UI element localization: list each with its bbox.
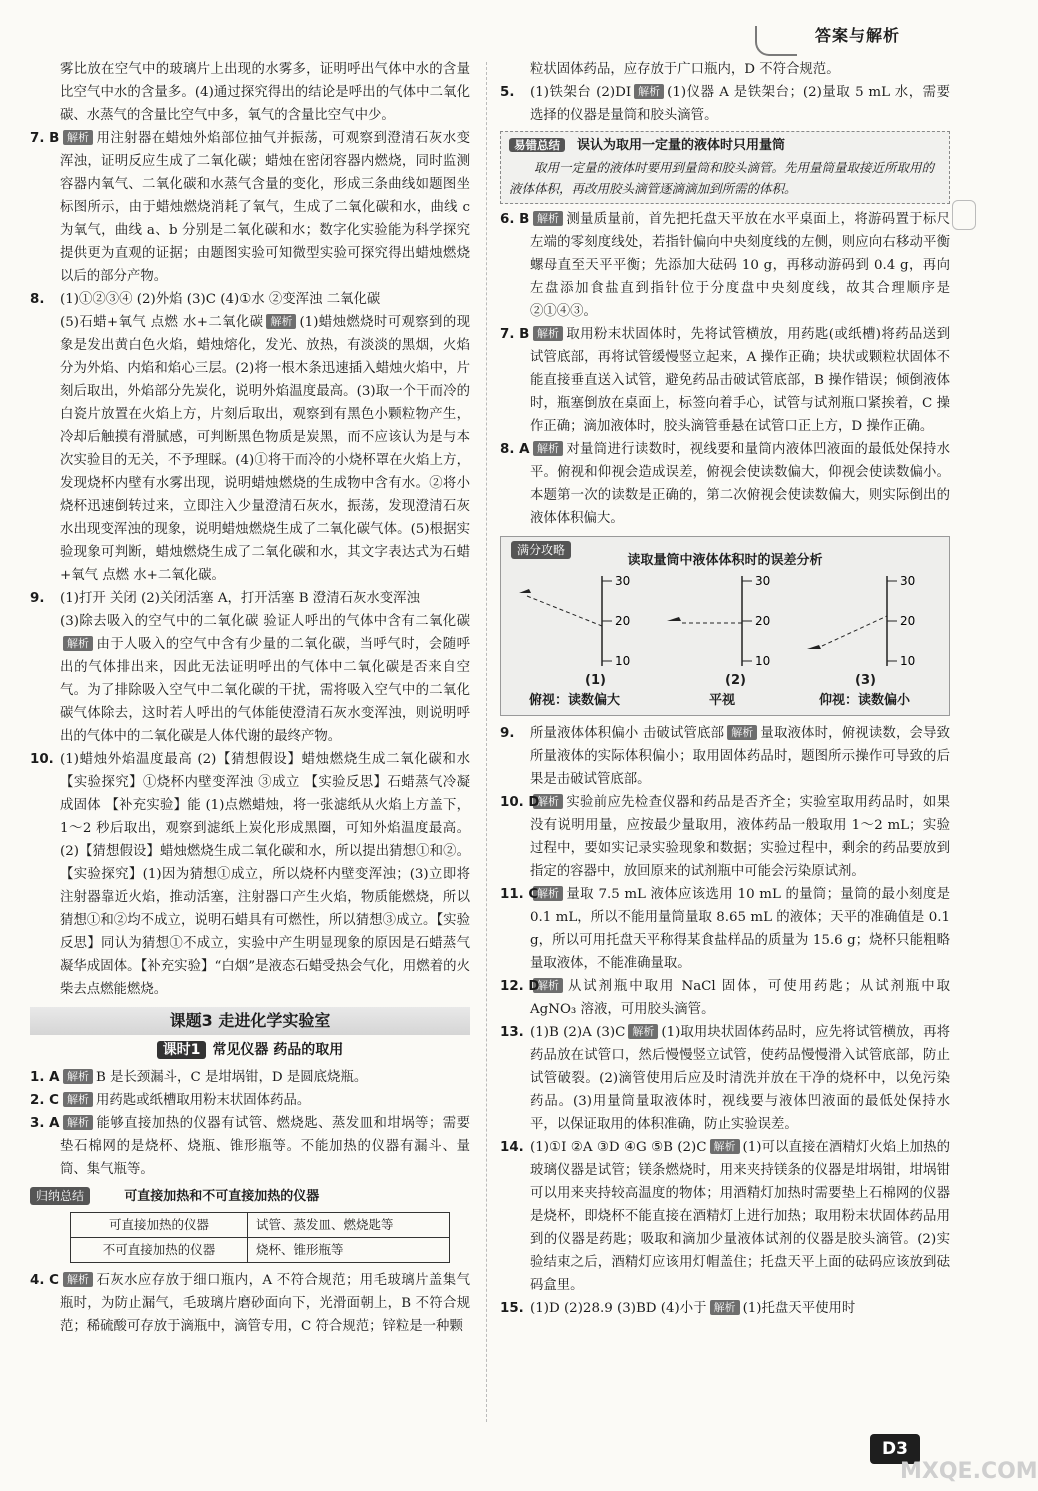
item-text: (1)蜡烛燃烧时可观察到的现象是发出黄白色火焰，蜡烛熔化，发光、放热，有淡淡的黑烟，火焰分为外焰、内焰和焰心三层。(2)将一根木条迅速插入蜡烛火焰中，片刻后取出，外焰部分先炭化，说明外焰温度最高。(3)取一个干而冷的白瓷片放置在火焰上方，片刻后取出，观察到有黑色小颗粒物产生，冷却后触摸有滑腻感，可判断黑色物质是炭黑，而不应该认为是与本次实验目的无关，不予理睬。(4)①将干而冷的小烧杯罩在火焰上方，发现烧杯内壁有水雾出现，说明蜡烛燃烧的生成物中含有水。②将小烧杯迅速倒转过来，立即注入少量澄清石灰水，振荡，发现澄清石灰水出现变浑浊的现象，说明蜡烛燃烧生成了二氧化碳气体。(5)根据实验现象可判断，蜡烛燃烧生成了二氧化碳和水，其文字表达式为石蜡+氧气 点燃 水+二氧化碳。	[60, 315, 471, 583]
answer-item	[500, 438, 950, 530]
answer-item	[500, 883, 950, 975]
tick-label: 10	[755, 654, 771, 668]
item-number: 13.	[500, 1025, 524, 1040]
answer-item	[30, 1066, 470, 1089]
pen-decoration-icon	[952, 200, 976, 230]
instrument-table	[70, 1212, 450, 1263]
tick-label: 10	[615, 654, 631, 668]
item-text: (1)蜡烛外焰温度最高 (2)【猜想假设】蜡烛燃烧生成二氧化碳和水 【实验探究】①烧杯内壁变浑浊 ③成立 【实验反思】石蜡蒸气冷凝成固体 【补充实验】能 (1)点燃蜡烛，将一张滤纸从火焰上方盖下，1～2 秒后取出，观察到滤纸上炭化形成黑圈，可知外焰温度最高。(2)【猜想假设】蜡烛燃烧生成二氧化碳和水，所以提出猜想①和②。【实验探究】(1)因为猜想①成立，所以烧杯内壁变浑浊；(3)立即将注射器靠近火焰，推动活塞，注射器口产生火焰，物质能燃烧，所以猜想①和②均不成立，说明石蜡具有可燃性，所以猜想③成立。【实验反思】同认为猜想①不成立，实验中产生明显现象的原因是石蜡蒸气凝华成固体。【补充实验】“白烟”是液态石蜡受热会气化，用燃着的火柴去点燃能燃烧。	[60, 752, 470, 997]
item-number: 15.	[500, 1301, 524, 1316]
item-text: 能够直接加热的仪器有试管、燃烧匙、蒸发皿和坩埚等；需要垫石棉网的是烧杯、烧瓶、锥形瓶等。不能加热的仪器有漏斗、量筒、集气瓶等。	[60, 1116, 470, 1177]
analysis-tag: 解析	[710, 1300, 740, 1315]
item-text: 取用粉末状固体时，先将试管横放，用药匙(或纸槽)将药品送到试管底部，再将试管缓慢竖立起来，A 操作正确；块状或颗粒状固体不能直接垂直送入试管，避免药品击破试管底部，B 操作错误；倾倒液体时，瓶塞倒放在桌面上，标签向着手心，试管与试剂瓶口紧挨着，C 操作正确；滴加液体时，胶头滴管垂悬在试管口正上方，D 操作正确。	[530, 327, 950, 434]
answer-item	[30, 587, 470, 748]
answer-item	[500, 975, 950, 1021]
item-text: (1)可以直接在酒精灯火焰上加热的玻璃仪器是试管；镁条燃烧时，用来夹持镁条的仪器是坩埚钳，坩埚钳可以用来夹持较高温度的物体；用酒精灯加热时需要垫上石棉网的仪器是烧杯，即烧杯不能直接在酒精灯上进行加热；取用粉末状固体药品用到的仪器是药匙；吸取和滴加少量液体试剂的仪器是胶头滴管。(2)实验结束之后，酒精灯应该用灯帽盖住；托盘天平上面的砝码应该放到砝码盒里。	[530, 1140, 950, 1293]
analysis-tag: 解析	[63, 1092, 93, 1107]
figure-number: (1)	[585, 673, 606, 688]
figure-label: 满分攻略	[511, 541, 571, 559]
item-text: (1)托盘天平使用时	[742, 1301, 856, 1316]
table-cell: 试管、蒸发皿、燃烧匙等	[248, 1213, 450, 1238]
analysis-tag: 解析	[63, 130, 93, 145]
answer-item	[500, 1297, 950, 1320]
tick-label: 20	[755, 614, 771, 628]
item-answer: (1)D (2)28.9 (3)BD (4)小于	[530, 1301, 707, 1316]
answer-item	[500, 323, 950, 438]
cylinder-1	[519, 574, 630, 668]
answer-item	[500, 1021, 950, 1136]
analysis-tag: 解析	[63, 636, 93, 651]
item-answer: (5)石蜡+氧气 点燃 水+二氧化碳	[60, 315, 264, 330]
item-text: 由于人吸入的空气中含有少量的二氧化碳，当呼气时，会随呼出的气体排出来，因此无法证明呼出的气体中二氧化碳是否来自空气。为了排除吸入空气中二氧化碳的干扰，需将吸入空气中的二氧化碳气体除去，这时若人呼出的气体能使澄清石灰水变浑浊，则说明呼出的气体中的二氧化碳是人体代谢的最终产物。	[60, 637, 470, 744]
eye-icon	[519, 589, 531, 593]
item-number: 11. C	[500, 887, 539, 902]
header-title: 答案与解析	[815, 26, 901, 45]
table-row	[71, 1213, 450, 1238]
item-text: 量取 7.5 mL 液体应该选用 10 mL 的量筒；量筒的最小刻度是 0.1 mL，所以不能用量筒量取 8.65 mL 的液体；天平的准确值是 0.1 g，所以可用托盘天平称得某食盐样品的质量为 15.6 g；烧杯只能粗略量取液体，不能准确量取。	[530, 887, 950, 971]
analysis-tag: 解析	[63, 1069, 93, 1084]
figure-caption: 平视	[709, 693, 736, 708]
watermark: MXQE.COM	[900, 1459, 1038, 1484]
tick-label: 30	[900, 574, 916, 588]
answer-item	[500, 791, 950, 883]
item-text: 量取液体时，俯视读数，会导致所量液体的实际体积偏小；取用固体药品时，题图所示操作可导致的后果是击破试管底部。	[530, 726, 951, 787]
tick-label: 20	[615, 614, 631, 628]
section-title: 课题3 走进化学实验室	[30, 1007, 470, 1035]
page-number: D3	[870, 1434, 920, 1464]
item-number: 9.	[500, 726, 515, 741]
intro-text: 雾比放在空气中的玻璃片上出现的水雾多，证明呼出气体中水的含量比空气中水的含量多。(4)通过探究得出的结论是呼出的气体中二氧化碳、水蒸气的含量比空气中多，氧气的含量比空气中少。	[60, 62, 470, 123]
eye-icon	[807, 645, 821, 649]
item-text: 对量筒进行读数时，视线要和量筒内液体凹液面的最低处保持水平。俯视和仰视会造成误差，俯视会使读数偏大，仰视会使读数偏小。本题第一次的读数是正确的，第二次俯视会使读数偏大，则实际倒出的液体体积偏大。	[530, 442, 950, 526]
answer-item	[500, 722, 950, 791]
item-answer: (3)除去吸入的空气中的二氧化碳 验证人呼出的气体中含有二氧化碳	[60, 614, 470, 629]
item-number: 14.	[500, 1140, 524, 1155]
answer-item	[30, 1112, 470, 1181]
figure-title: 读取量筒中液体体积时的误差分析	[627, 553, 823, 568]
tip-title: 误认为取用一定量的液体时只用量筒	[577, 138, 786, 153]
answer-item	[30, 1269, 470, 1338]
lesson-badge: 课时1	[157, 1041, 207, 1059]
table-cell: 不可直接加热的仪器	[71, 1238, 248, 1263]
item-number: 2. C	[30, 1093, 59, 1108]
item-number: 9.	[30, 591, 45, 606]
analysis-tag: 解析	[533, 441, 563, 456]
summary-title: 可直接加热和不可直接加热的仪器	[124, 1189, 320, 1204]
analysis-tag: 解析	[63, 1115, 93, 1130]
left-column	[30, 58, 470, 1338]
tick-label: 10	[900, 654, 916, 668]
lesson-heading	[30, 1039, 470, 1062]
eye-icon	[667, 617, 681, 621]
analysis-tag: 解析	[628, 1024, 658, 1039]
item-answer: (1)①②③④ (2)外焰 (3)C (4)①水 ②变浑浊 二氧化碳	[60, 292, 381, 307]
answer-item	[30, 748, 470, 1001]
item-number: 3. A	[30, 1116, 60, 1131]
analysis-tag: 解析	[533, 326, 563, 341]
item-answer: (1)铁架台 (2)DI	[530, 85, 632, 100]
answer-item	[500, 81, 950, 127]
item-text: (1)取用块状固体药品时，应先将试管横放，再将药品放在试管口，然后慢慢竖立试管，使药品慢慢滑入试管底部，防止试管破裂。(2)滴管使用后应及时清洗并放在干净的烧杯中，以免污染药品。(3)用量筒量取液体时，视线要与液体凹液面的最低处保持水平，以保证取用的体积准确，防止实验误差。	[530, 1025, 950, 1132]
strategy-figure	[500, 536, 950, 716]
summary-box	[30, 1185, 470, 1263]
item-text: 测量质量前，首先把托盘天平放在水平桌面上，将游码置于标尺左端的零刻度线处，若指针偏向中央刻度线的左侧，则应向右移动平衡螺母直至天平平衡；先添加大砝码 10 g，再移动游码到 0.4 g，再向左盘添加食盐直到指针位于分度盘中央刻度线，故其合理顺序是②①④③。	[530, 212, 950, 319]
item-number: 8.	[30, 292, 45, 307]
item-text: 实验前应先检查仪器和药品是否齐全；实验室取用药品时，如果没有说明用量，应按最少量取用，液体药品一般取用 1～2 mL；实验过程中，要如实记录实验现象和数据；实验过程中，剩余的药品要放到指定的容器中，放回原来的试剂瓶中可能会污染原试剂。	[530, 795, 950, 879]
item-answer: (1)①I ②A ③D ④G ⑤B (2)C	[530, 1140, 707, 1155]
figure-number: (3)	[855, 673, 876, 688]
tick-label: 30	[615, 574, 631, 588]
analysis-tag: 解析	[533, 886, 563, 901]
item-text: B 是长颈漏斗，C 是坩埚钳，D 是圆底烧瓶。	[96, 1070, 368, 1085]
figure-number: (2)	[725, 673, 746, 688]
tip-text: 取用一定量的液体时要用到量筒和胶头滴管。先用量筒量取接近所取用的液体体积，再改用胶头滴管逐滴滴加到所需的体积。	[509, 160, 935, 196]
answer-item	[500, 208, 950, 323]
analysis-tag: 解析	[63, 1272, 93, 1287]
item-number: 1. A	[30, 1070, 60, 1085]
right-column	[500, 58, 950, 1320]
tick-label: 20	[900, 614, 916, 628]
item-number: 7. B	[500, 327, 530, 342]
table-cell: 烧杯、锥形瓶等	[248, 1238, 450, 1263]
table-cell: 可直接加热的仪器	[71, 1213, 248, 1238]
answer-item	[30, 288, 470, 587]
item-number: 10.	[30, 752, 54, 767]
item-number: 6. B	[500, 212, 530, 227]
lesson-title: 常见仪器 药品的取用	[212, 1042, 344, 1058]
analysis-tag: 解析	[533, 794, 563, 809]
item-number: 7. B	[30, 131, 60, 146]
cylinder-3	[807, 574, 915, 668]
item-number: 10. D	[500, 795, 540, 810]
item-number: 12. D	[500, 979, 540, 994]
item-number: 5.	[500, 85, 515, 100]
cylinder-2	[667, 574, 770, 668]
item-text: 用药匙或纸槽取用粉末状固体药品。	[96, 1093, 311, 1108]
page-header	[755, 20, 955, 54]
item-answer: (1)打开 关闭 (2)关闭活塞 A，打开活塞 B 澄清石灰水变浑浊	[60, 591, 420, 606]
item-number: 8. A	[500, 442, 530, 457]
answer-item	[500, 1136, 950, 1297]
answer-item	[30, 1089, 470, 1112]
figure-caption: 俯视：读数偏大	[529, 693, 621, 708]
item-text: 石灰水应存放于细口瓶内，A 不符合规范；用毛玻璃片盖集气瓶时，为防止漏气，毛玻璃片磨砂面向下，光滑面朝上，B 不符合规范；稀硫酸可存放于滴瓶中，滴管专用，C 符合规范；锌粒是一种颗	[60, 1273, 470, 1334]
tip-label: 易错总结	[509, 138, 565, 152]
cylinder-reading-diagram	[507, 571, 937, 671]
figure-caption: 仰视：读数偏小	[819, 693, 911, 708]
analysis-tag: 解析	[710, 1139, 740, 1154]
tick-label: 30	[755, 574, 771, 588]
item-text: (1)仪器 A 是铁架台；(2)量取 5 mL 水，需要选择的仪器是量筒和胶头滴管。	[530, 85, 951, 123]
analysis-tag: 解析	[266, 314, 296, 329]
analysis-tag: 解析	[533, 978, 563, 993]
analysis-tag: 解析	[634, 84, 664, 99]
item-text: 用注射器在蜡烛外焰部位抽气并振荡，可观察到澄清石灰水变浑浊，证明反应生成了二氧化碳；蜡烛在密闭容器内燃烧，同时监测容器内氧气、二氧化碳和水蒸气含量的变化，形成三条曲线如题图坐标图所示，由于蜡烛燃烧消耗了氧气，生成了二氧化碳和水，曲线 c 为氧气，曲线 a、b 分别是二氧化碳和水；数字化实验能为科学探究提供更为直观的证据；由题图实验可知微型实验可探究得出蜡烛燃烧以后的部分产物。	[60, 131, 470, 284]
table-row	[71, 1238, 450, 1263]
item-answer: 所量液体体积偏小 击破试管底部	[530, 726, 725, 741]
tip-box	[500, 131, 950, 204]
item-number: 4. C	[30, 1273, 59, 1288]
header-decoration	[755, 26, 797, 56]
item-answer: (1)B (2)A (3)C	[530, 1025, 626, 1040]
summary-label: 归纳总结	[30, 1187, 90, 1205]
continued-text: 粒状固体药品，应存放于广口瓶内，D 不符合规范。	[530, 62, 840, 77]
item-text: 从试剂瓶中取用 NaCl 固体，可使用药匙；从试剂瓶中取 AgNO₃ 溶液，可用胶头滴管。	[530, 979, 950, 1017]
analysis-tag: 解析	[533, 211, 563, 226]
analysis-tag: 解析	[727, 725, 757, 740]
answer-item	[30, 127, 470, 288]
column-divider	[486, 62, 487, 1422]
